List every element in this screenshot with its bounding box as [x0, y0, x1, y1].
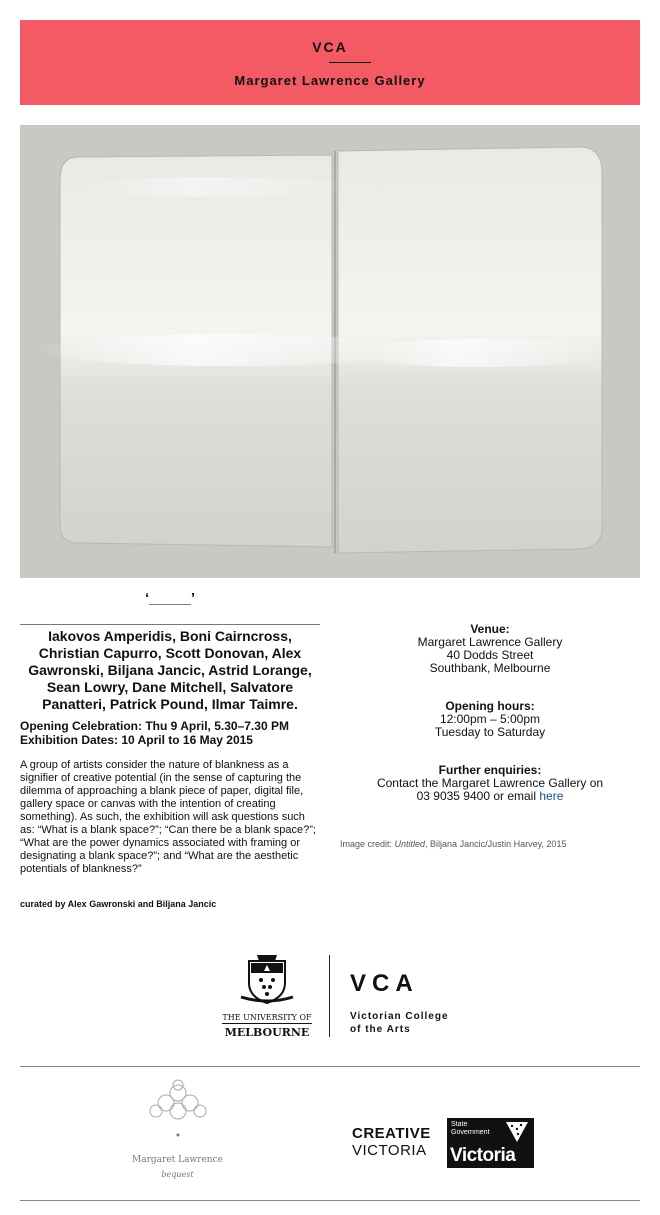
header-banner [20, 20, 640, 105]
venue-block [340, 623, 640, 675]
vca-logo-line1: Victorian College [350, 1011, 449, 1022]
vca-logo-mark: VCA [350, 970, 419, 997]
state-gov-line2: Government [451, 1129, 490, 1136]
logo-divider [329, 955, 330, 1037]
hours-line: Tuesday to Saturday [434, 725, 546, 739]
banner-school-label: VCA [312, 39, 348, 55]
state-government-victoria-logo[interactable] [447, 1118, 534, 1168]
footer-divider-bottom [20, 1200, 640, 1201]
enquiries-line: Contact the Margaret Lawrence Gallery on [376, 776, 604, 790]
exhibition-date-range: Exhibition Dates: 10 April to 16 May 2015 [20, 733, 253, 747]
hours-block [340, 700, 640, 739]
venue-heading: Venue: [470, 622, 510, 636]
email-here-link[interactable]: here [539, 789, 564, 803]
image-credit [340, 839, 640, 849]
hours-line: 12:00pm – 5:00pm [439, 712, 541, 726]
victoria-wordmark: Victoria [450, 1145, 516, 1166]
exhibition-description: A group of artists consider the nature of blankness as a signifier of creative potential (in the sense of capturing the dilemma of approaching a blank piece of paper, digital file, gallery space or canvas with the intention of creating something). As such, the exhibition will ask questions such as: “What is a blank space?”; “Can there be a blank space?”; “What are the power dynamics associated with framing or designating a blank space?”; and “What are the aesthetic potentials of blankness?” [20, 759, 316, 875]
vca-logo-text [350, 1010, 460, 1036]
enquiries-block [340, 764, 640, 803]
footer-divider-top [20, 1066, 640, 1067]
hours-heading: Opening hours: [445, 699, 535, 713]
state-gov-line1: State [451, 1121, 468, 1128]
credit-work-title: Untitled [394, 839, 426, 849]
enquiries-heading: Further enquiries: [438, 763, 542, 777]
university-of-melbourne-logo[interactable] [222, 953, 312, 1041]
ornament-icon [138, 1077, 218, 1139]
creative-victoria-logo[interactable] [352, 1125, 431, 1159]
bequest-subtitle: bequest [161, 1170, 194, 1179]
enquiries-phone-text: 03 9035 9400 or email [416, 789, 540, 803]
venue-line: 40 Dodds Street [446, 648, 534, 662]
artist-list: Iakovos Amperidis, Boni Cairncross, Christian Capurro, Scott Donovan, Alex Gawronski, Biljana Jancic, Astrid Lorange, Sean Lowry, Dane Mitchell, Salvatore Panatteri, Patrick Pound, Ilmar Taimre. [28, 628, 312, 712]
vca-logo-line2: of the Arts [350, 1024, 411, 1035]
banner-divider [329, 62, 371, 63]
banner-gallery-label: Margaret Lawrence Gallery [234, 73, 426, 88]
venue-line: Southbank, Melbourne [429, 661, 551, 675]
university-crest-icon [237, 953, 297, 1005]
exhibition-title: ‘_____’ [144, 590, 196, 607]
opening-celebration: Opening Celebration: Thu 9 April, 5.30–7.30 PM [20, 719, 289, 733]
hero-image-blank-notebook [20, 125, 640, 578]
creative-line2: VICTORIA [352, 1142, 427, 1159]
venue-line: Margaret Lawrence Gallery [417, 635, 563, 649]
enquiries-line [340, 790, 640, 803]
curator-credit: curated by Alex Gawronski and Biljana Jancic [20, 899, 217, 909]
credit-prefix: Image credit: [340, 839, 395, 849]
title-divider [20, 624, 320, 625]
bequest-name: Margaret Lawrence [132, 1155, 223, 1165]
unimelb-line2: MELBOURNE [224, 1026, 310, 1039]
credit-suffix: , Biljana Jancic/Justin Harvey, 2015 [425, 839, 567, 849]
vca-logo[interactable] [350, 970, 460, 1036]
unimelb-line1: THE UNIVERSITY OF [222, 1013, 312, 1022]
creative-line1: CREATIVE [352, 1125, 431, 1142]
state-government-text [451, 1121, 490, 1137]
victoria-triangle-icon [504, 1120, 530, 1144]
exhibition-dates [20, 719, 320, 747]
